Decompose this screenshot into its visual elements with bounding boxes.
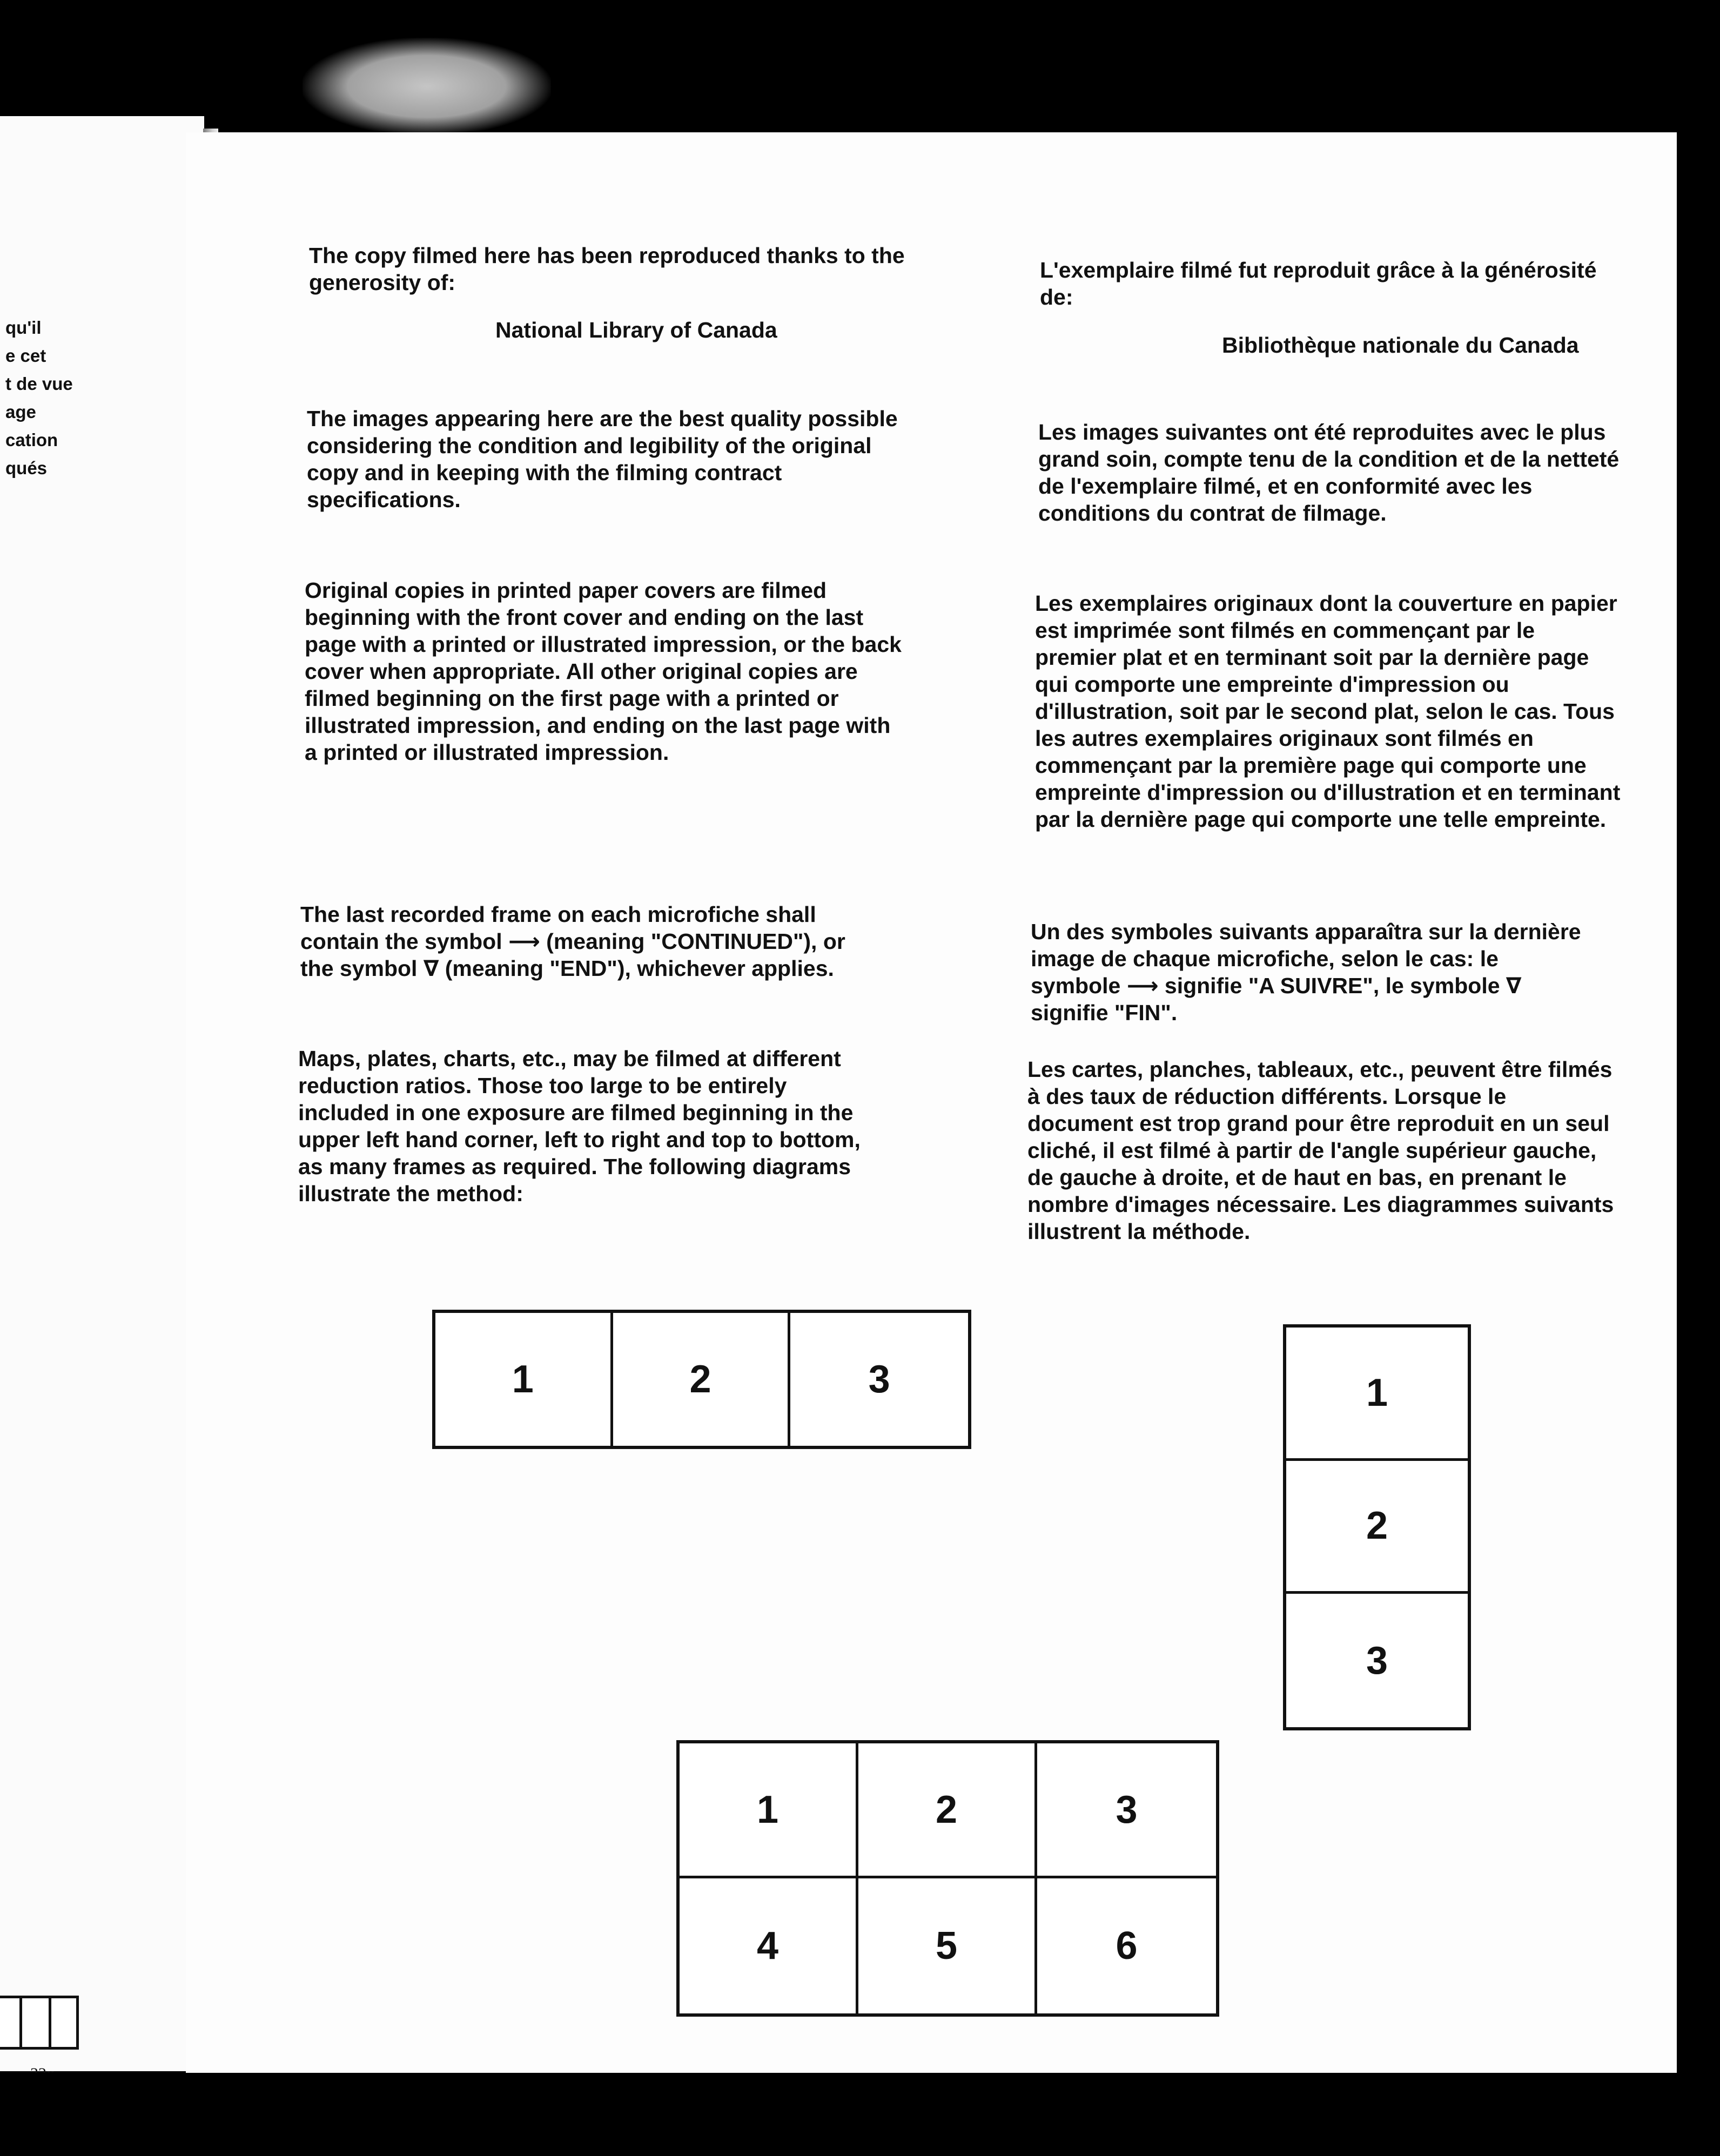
left-fragment-6: qués [5,458,48,478]
left-fragment-5: cation [5,430,58,450]
left-fragment-2: e cet [5,346,46,366]
diagram-vertical-three-frames [1283,1324,1471,1730]
scan-border-bottom [0,2073,1720,2156]
english-maps-paragraph: Maps, plates, charts, etc., may be filmed at different reduction ratios. Those too large to be entirely included in one exposure are filmed beginning in the upper left hand corner, left to right and top to bottom, as many frames as required. The following diagrams illustrate the method: [298,1046,861,1206]
frame-cell: 1 [680,1743,858,1878]
french-original-copies-paragraph: Les exemplaires originaux dont la couverture en papier est imprimée sont filmés en commençant par le premier plat et en terminant soit par la dernière page qui comporte une empreinte d'impression ou d'illustration, soit par le second plat, selon le cas. Tous les autres exemplaires originaux sont filmés en commençant par la première page qui comporte une empreinte d'impression ou d'illustration et en terminant par la dernière page qui comporte une telle empreinte. [1035,591,1621,832]
french-intro: L'exemplaire filmé fut reproduit grâce à la générosité de: [1040,258,1597,309]
film-dust-speck [303,38,551,135]
frame-cell: 3 [868,1358,890,1401]
french-symbols-paragraph: Un des symboles suivants apparaîtra sur la dernière image de chaque microfiche, selon le cas: le symbole ⟶ signifie "A SUIVRE", le symbole ∇ signifie "FIN". [1031,919,1581,1025]
french-quality-paragraph: Les images suivantes ont été reproduites avec le plus grand soin, compte tenu de la condition et de la netteté de l'exemplaire filmé, et en conformité avec les conditions du contrat de filmage. [1038,420,1620,525]
english-institution: National Library of Canada [495,318,777,342]
left-fragment-3: t de vue [5,374,73,394]
english-symbols-paragraph: The last recorded frame on each microfiche shall contain the symbol ⟶ (meaning "CONTINUED"), or the symbol ∇ (meaning "END"), whichever applies. [300,902,845,981]
scan-border-right [1680,132,1720,2077]
frame-cell: 1 [1286,1328,1468,1461]
french-institution: Bibliothèque nationale du Canada [1222,333,1579,358]
frame-cell: 1 [435,1313,613,1446]
frame-cell: 6 [1116,1924,1138,1968]
french-maps-paragraph: Les cartes, planches, tableaux, etc., peuvent être filmés à des taux de réduction différents. Lorsque le document est trop grand pour être reproduit en un seul cliché, il est filmé à partir de l'angle supérieur gauche, de gauche à droite, et de haut en bas, en prenant le nombre d'images nécessaire. Les diagrammes suivants illustrent la méthode. [1027,1057,1614,1244]
frame-cell: 3 [1366,1639,1388,1682]
english-intro: The copy filmed here has been reproduced thanks to the generosity of: [309,243,905,295]
frame-cell: 2 [613,1313,791,1446]
frame-cell: 4 [680,1878,858,2013]
diagram-six-frame-grid [676,1740,1219,2017]
english-quality-paragraph: The images appearing here are the best quality possible considering the condition and legibility of the original copy and in keeping with the filming contract specifications. [307,406,898,512]
frame-cell: 3 [1037,1743,1216,1878]
diagram-horizontal-three-frames [432,1310,971,1449]
left-fragment-4: age [5,402,36,422]
left-fragment-1: qu'il [5,318,42,338]
frame-cell: 2 [1286,1461,1468,1594]
english-original-copies-paragraph: Original copies in printed paper covers are filmed beginning with the front cover and ending on the last page with a printed or illustrated impression, or the back cover when appropriate. All other original copies are filmed beginning on the first page with a printed or illustrated impression, and ending on the last page with a printed or illustrated impression. [305,578,902,765]
left-page-fragment [0,116,204,2071]
left-diagram-fragment [0,1996,79,2050]
frame-cell: 2 [858,1743,1037,1878]
frame-cell: 5 [858,1878,1037,2013]
